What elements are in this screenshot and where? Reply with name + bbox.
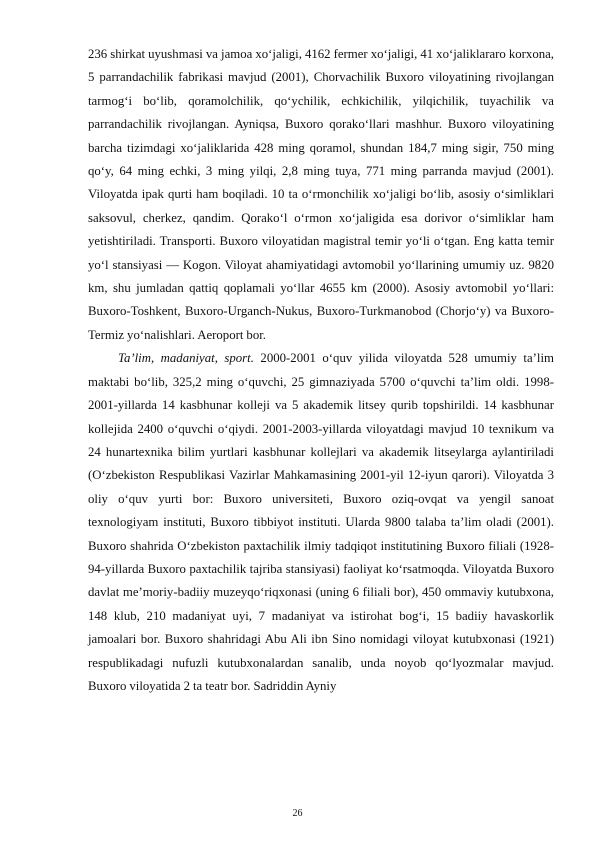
- paragraph-agriculture-transport: 236 shirkat uyushmasi va jamoa xoʻjaligi, 4162 fermer xoʻjaligi, 41 xoʻjaliklararo korxona, 5 parrandachilik fabrikasi mavjud (2001), Chorvachilik Buxoro viloyatining rivojlangan tarmogʻi boʻlib, qoramolchilik, qoʻychilik, echkichilik, yilqichilik, tuyachilik va parrandachilik rivojlangan. Ayniqsa, Buxoro qorakoʻllari mashhur. Buxoro viloyatining barcha tizimdagi xoʻjaliklarida 428 ming qoramol, shundan 184,7 ming sigir, 750 ming qoʻy, 64 ming echki, 3 ming yilqi, 2,8 ming tuya, 771 ming parranda mavjud (2001). Viloyatda ipak qurti ham boqiladi. 10 ta oʻrmonchilik xoʻjaligi boʻlib, asosiy oʻsimliklari saksovul, cherkez, qandim. Qorakoʻl oʻrmon xoʻjaligida esa dorivor oʻsimliklar ham yetishtiriladi. Transporti. Buxoro viloyatidan magistral temir yoʻli oʻtgan. Eng katta temir yoʻl stansiyasi — Kogon. Viloyat ahamiyatidagi avtomobil yoʻllarining umumiy uz. 9820 km, shu jumladan qattiq qoplamali yoʻllar 4655 km (2000). Asosiy avtomobil yoʻllari: Buxoro-Toshkent, Buxoro-Urganch-Nukus, Buxoro-Turkmanobod (Chorjoʻy) va Buxoro-Termiz yoʻnalishlari. Aeroport bor.: [88, 47, 554, 342]
- paragraph-education-text: 2000-2001 oʻquv yilida viloyatda 528 umumiy taʼlim maktabi boʻlib, 325,2 ming oʻquvchi, 25 gimnaziyada 5700 oʻquvchi taʼlim oldi. 1998-2001-yillarda 14 kasbhunar kolleji va 5 akademik litsey qurib topshirildi. 14 kasbhunar kollejida 2400 oʻquvchi oʻqiydi. 2001-2003-yillarda viloyatdagi mavjud 10 texnikum va 24 hunartexnika bilim yurtlari kasbhunar kollejlari va akademik litseylarga aylantiriladi (Oʻzbekiston Respublikasi Vazirlar Mahkamasining 2001-yil 12-iyun qarori). Viloyatda 3 oliy oʻquv yurti bor: Buxoro universiteti, Buxoro oziq-ovqat va yengil sanoat texnologiyam instituti, Buxoro tibbiyot instituti. Ularda 9800 talaba taʼlim oladi (2001). Buxoro shahrida Oʻzbekiston paxtachilik ilmiy tadqiqot institutining Buxoro filiali (1928-94-yillarda Buxoro paxtachilik tajriba stansiyasi) faoliyat koʻrsatmoqda. Viloyatda Buxoro davlat meʼmoriy-badiiy muzeyqoʻriqxonasi (uning 6 filiali bor), 450 ommaviy kutubxona, 148 klub, 210 madaniyat uyi, 7 madaniyat va istirohat bogʻi, 15 badiiy havaskorlik jamoalari bor. Buxoro shahridagi Abu Ali ibn Sino nomidagi viloyat kutubxonasi (1921) respublikadagi nufuzli kutubxonalardan sanalib, unda noyob qoʻlyozmalar mavjud. Buxoro viloyatida 2 ta teatr bor. Sadriddin Ayniy: [88, 351, 554, 693]
- page-number: 26: [292, 808, 303, 819]
- section-heading-education: Taʼlim, madaniyat, sport.: [118, 351, 254, 366]
- document-page: [88, 43, 554, 698]
- paragraph-education-culture: [88, 347, 554, 698]
